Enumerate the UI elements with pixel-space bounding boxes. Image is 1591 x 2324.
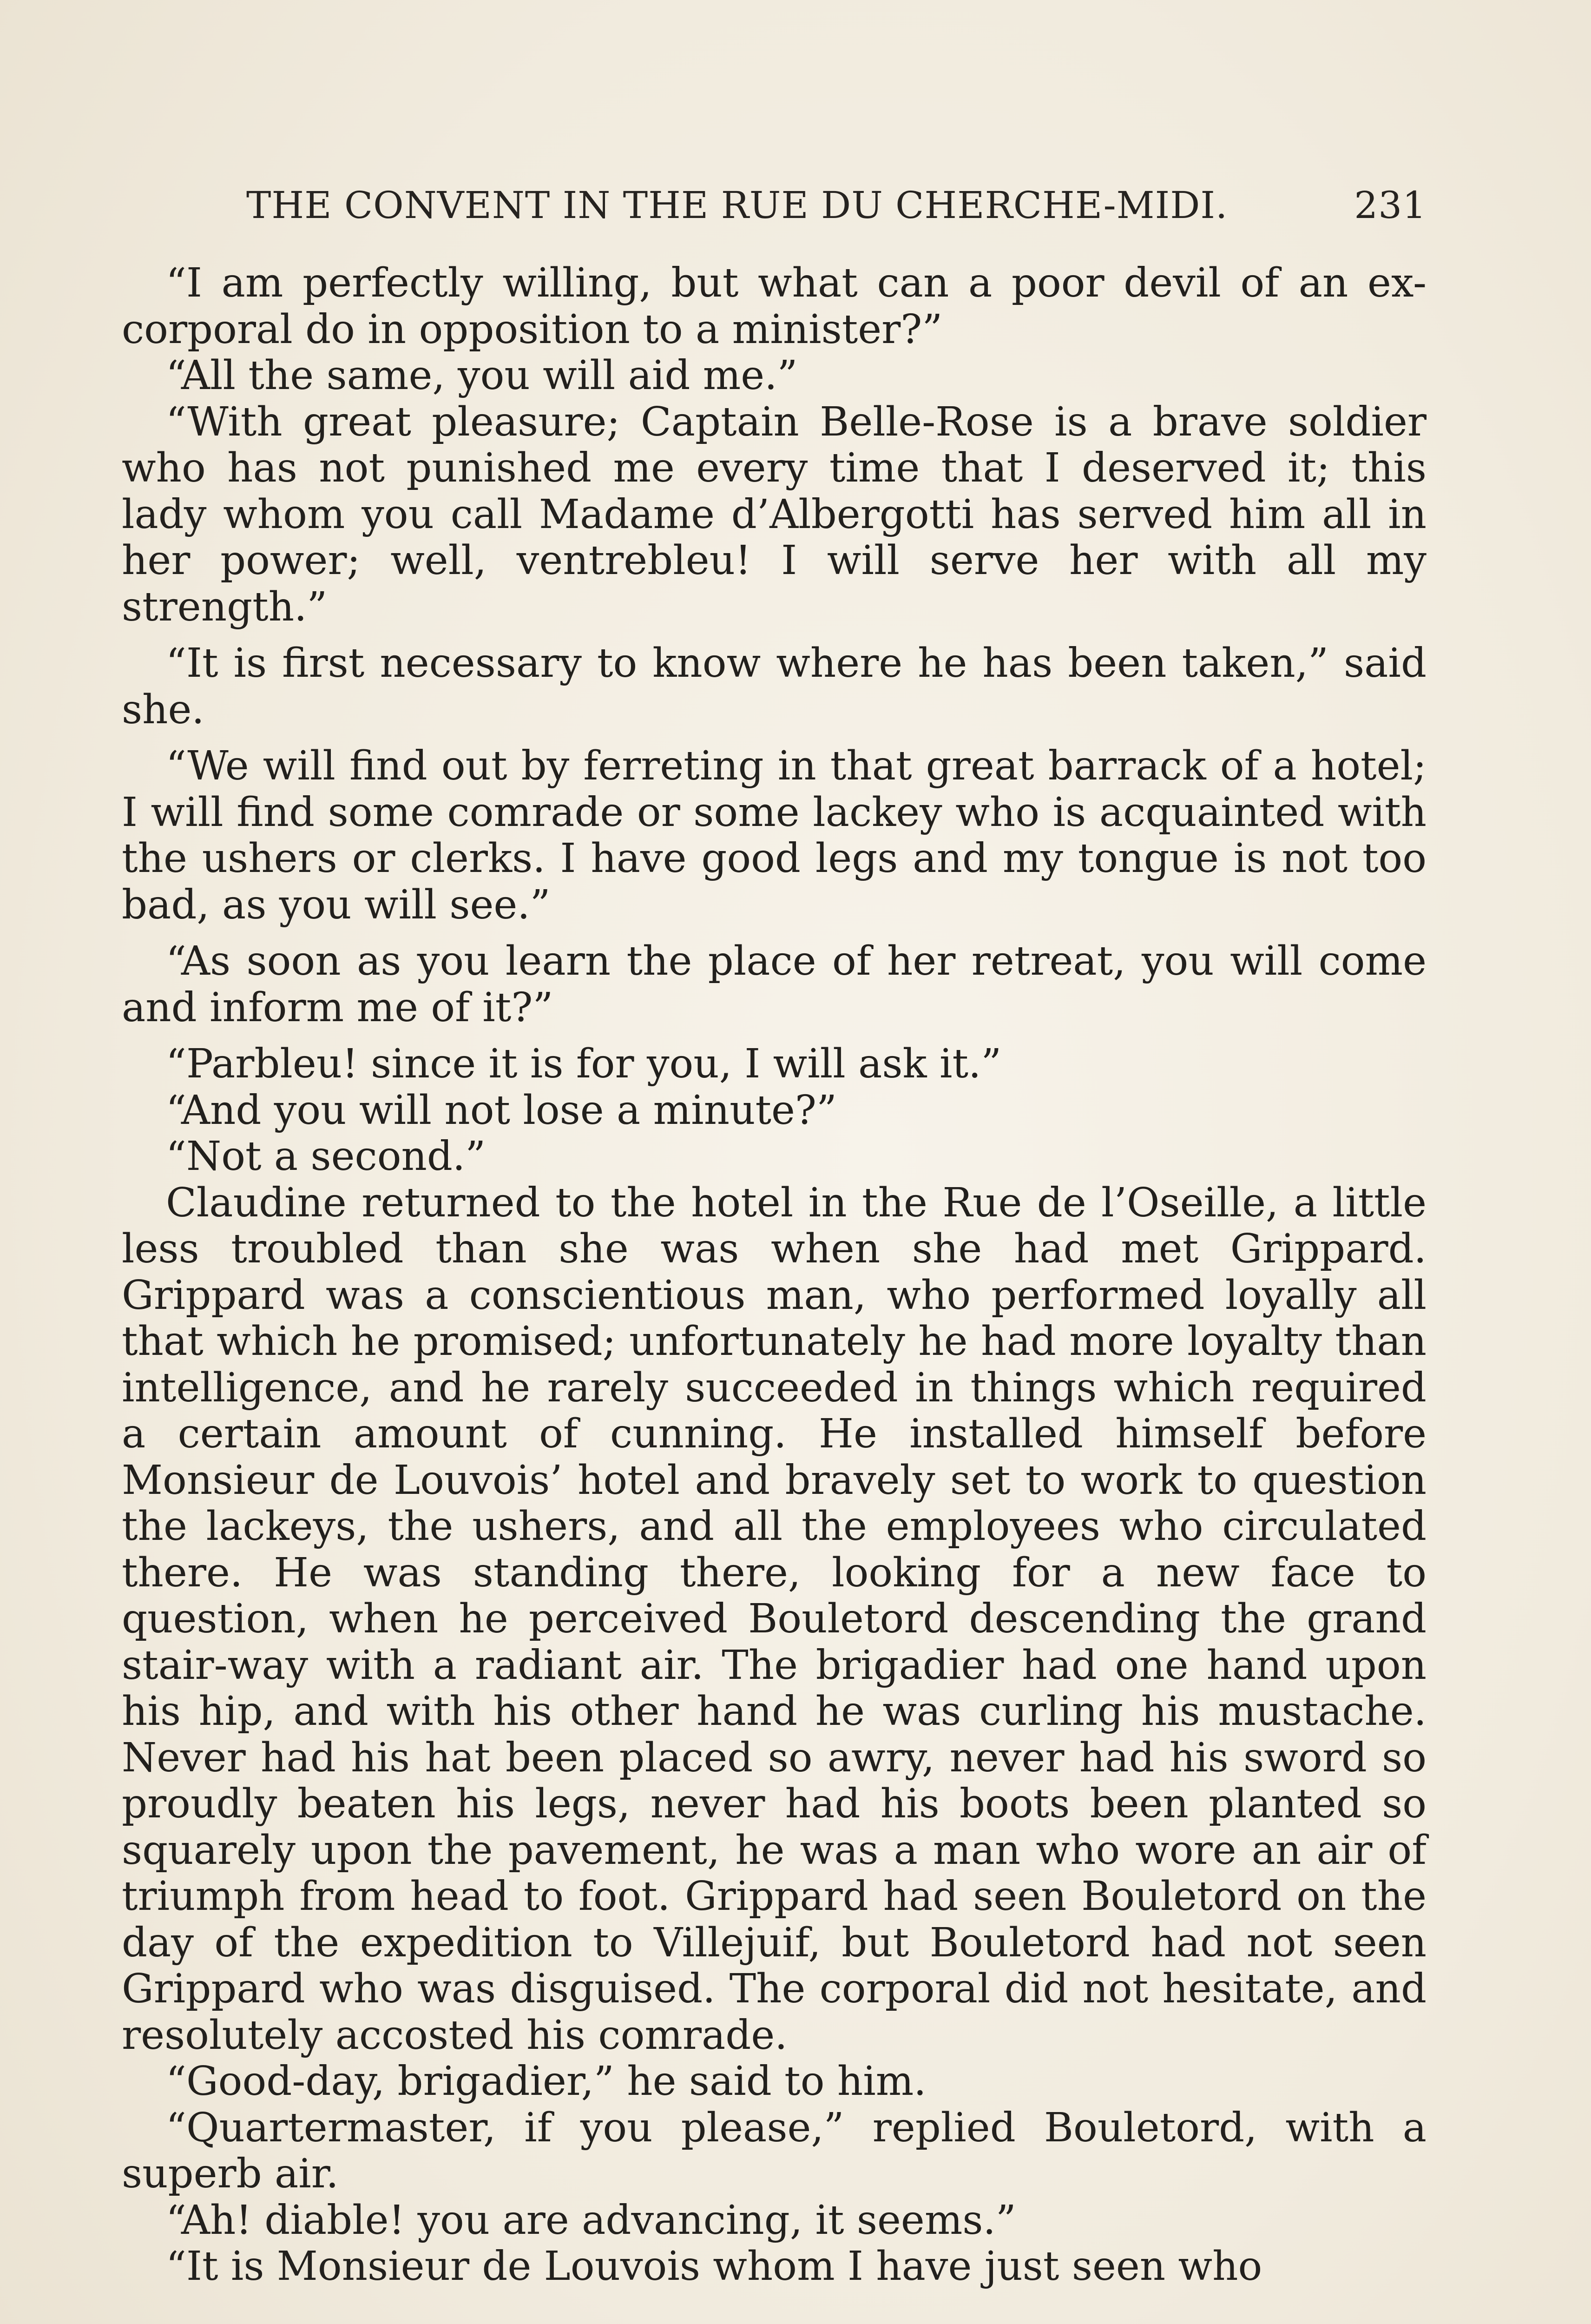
paragraph: “It is Monsieur de Louvois whom I have just seen who: [166, 2243, 1262, 2290]
running-header: [246, 184, 1427, 230]
paragraph: “All the same, you will aid me.”: [166, 352, 798, 399]
paragraph: “It is first necessary to know where he has been taken,” said she.: [122, 640, 1427, 733]
paragraph: “As soon as you learn the place of her retreat, you will come and inform me of it?”: [122, 938, 1427, 1031]
paragraph: Claudine returned to the hotel in the Rue de l’Oseille, a little less troubled than she was when she had met Grippard. Grippard was a conscientious man, who performed loyally all that which he promised; unfortunately he had more loyalty than intelligence, and he rarely succeeded in things which required a certain amount of cunning. He installed himself before Monsieur de Louvois’ hotel and bravely set to work to question the lackeys, the ushers, and all the employees who circulated there. He was standing there, looking for a new face to question, when he perceived Bouletord descending the grand stair-way with a radiant air. The brigadier had one hand upon his hip, and with his other hand he was curling his mustache. Never had his hat been placed so awry, never had his sword so proudly beaten his legs, never had his boots been planted so squarely upon the pavement, he was a man who wore an air of triumph from head to foot. Grippard had seen Bouletord on the day of the expedition to Villejuif, but Bouletord had not seen Grippard who was disguised. The corporal did not hesitate, and resolutely accosted his comrade.: [122, 1179, 1427, 2059]
paragraph: “Good-day, brigadier,” he said to him.: [166, 2058, 927, 2105]
page-number: 231: [1354, 184, 1427, 227]
body-text: [122, 260, 1427, 2290]
paragraph: “Not a second.”: [166, 1133, 486, 1180]
paragraph: “I am perfectly willing, but what can a poor devil of an ex-corporal do in opposition to a minister?”: [122, 260, 1427, 353]
paragraph: “We will find out by ferreting in that great barrack of a hotel; I will find some comrade or some lackey who is acquainted with the ushers or clerks. I have good legs and my tongue is not too bad, as you will see.”: [122, 743, 1427, 928]
paragraph: “Parbleu! since it is for you, I will ask it.”: [166, 1041, 1002, 1087]
paragraph: “And you will not lose a minute?”: [166, 1087, 837, 1134]
paragraph: “Quartermaster, if you please,” replied Bouletord, with a superb air.: [122, 2104, 1427, 2197]
running-title: THE CONVENT IN THE RUE DU CHERCHE-MIDI.: [246, 184, 1228, 227]
paragraph: “Ah! diable! you are advancing, it seems.”: [166, 2197, 1016, 2244]
paragraph: “With great pleasure; Captain Belle-Rose is a brave soldier who has not punished me every time that I deserved it; this lady whom you call Madame d’Albergotti has served him all in her power; well, ventrebleu! I will serve her with all my strength.”: [122, 398, 1427, 630]
